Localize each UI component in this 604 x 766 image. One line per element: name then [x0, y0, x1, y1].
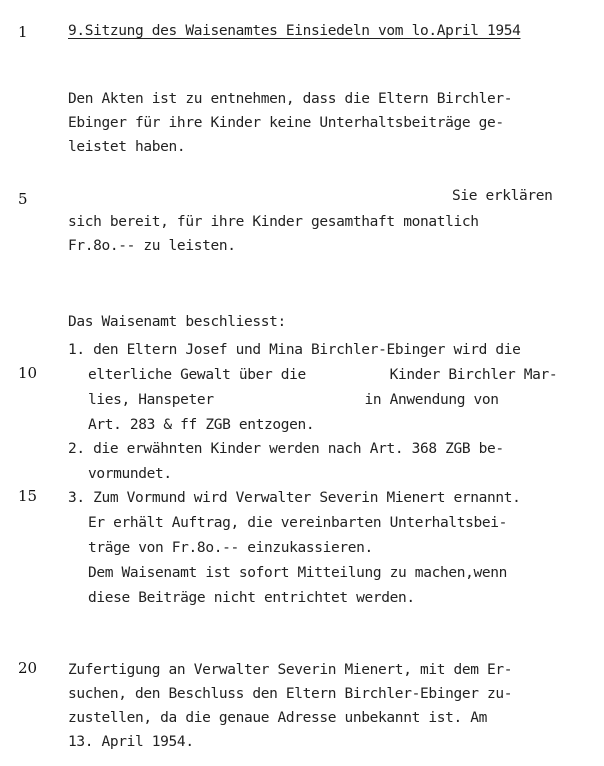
paragraph-line: 13. April 1954.	[68, 734, 194, 750]
paragraph-line: suchen, den Beschluss den Eltern Birchler-Ebinger zu-	[68, 686, 513, 702]
item-line: Art. 283 & ff ZGB entzogen.	[88, 417, 315, 433]
item-number: 1.	[68, 342, 85, 358]
line-number-15: 15	[18, 487, 38, 505]
item-line: Er erhält Auftrag, die vereinbarten Unterhaltsbei-	[88, 515, 507, 531]
line-number-10: 10	[18, 364, 38, 382]
decision-item-3	[68, 486, 521, 611]
item-line: den Eltern Josef und Mina Birchler-Ebinger wird die	[93, 342, 521, 358]
paragraph-line: Fr.8o.-- zu leisten.	[68, 238, 236, 254]
item-line: lies, Hanspeter in Anwendung von	[88, 392, 499, 408]
decision-item-1	[68, 338, 557, 438]
paragraph-line: Ebinger für ihre Kinder keine Unterhaltsbeiträge ge-	[68, 115, 504, 131]
paragraph-line: sich bereit, für ihre Kinder gesamthaft monatlich	[68, 214, 479, 230]
item-number: 3.	[68, 490, 85, 506]
paragraph-line: Den Akten ist zu entnehmen, dass die Eltern Birchler-	[68, 91, 513, 107]
line-number-20: 20	[18, 659, 38, 677]
item-line: Zum Vormund wird Verwalter Severin Mienert ernannt.	[93, 490, 521, 506]
item-line: vormundet.	[88, 466, 172, 482]
paragraph-declaration-start: Sie erklären	[452, 188, 553, 204]
item-line: diese Beiträge nicht entrichtet werden.	[88, 590, 415, 606]
item-line: träge von Fr.8o.-- einzukassieren.	[88, 540, 373, 556]
item-line: elterliche Gewalt über die Kinder Birchler Mar-	[88, 367, 558, 383]
item-line: die erwähnten Kinder werden nach Art. 368 ZGB be-	[93, 441, 504, 457]
item-number: 2.	[68, 441, 85, 457]
paragraph-line: leistet haben.	[68, 139, 186, 155]
paragraph-line: Zufertigung an Verwalter Severin Mienert, mit dem Er-	[68, 662, 513, 678]
paragraph-line: zustellen, da die genaue Adresse unbekannt ist. Am	[68, 710, 487, 726]
item-line: Dem Waisenamt ist sofort Mitteilung zu machen,wenn	[88, 565, 507, 581]
closing-paragraph	[68, 658, 512, 754]
paragraph-declaration	[68, 210, 479, 258]
decision-item-2	[68, 437, 504, 487]
paragraph-files	[68, 87, 512, 159]
line-number-1: 1	[18, 23, 28, 41]
line-number-5: 5	[18, 190, 28, 208]
decision-heading: Das Waisenamt beschliesst:	[68, 314, 286, 330]
document-title: 9.Sitzung des Waisenamtes Einsiedeln vom lo.April 1954	[68, 23, 521, 39]
